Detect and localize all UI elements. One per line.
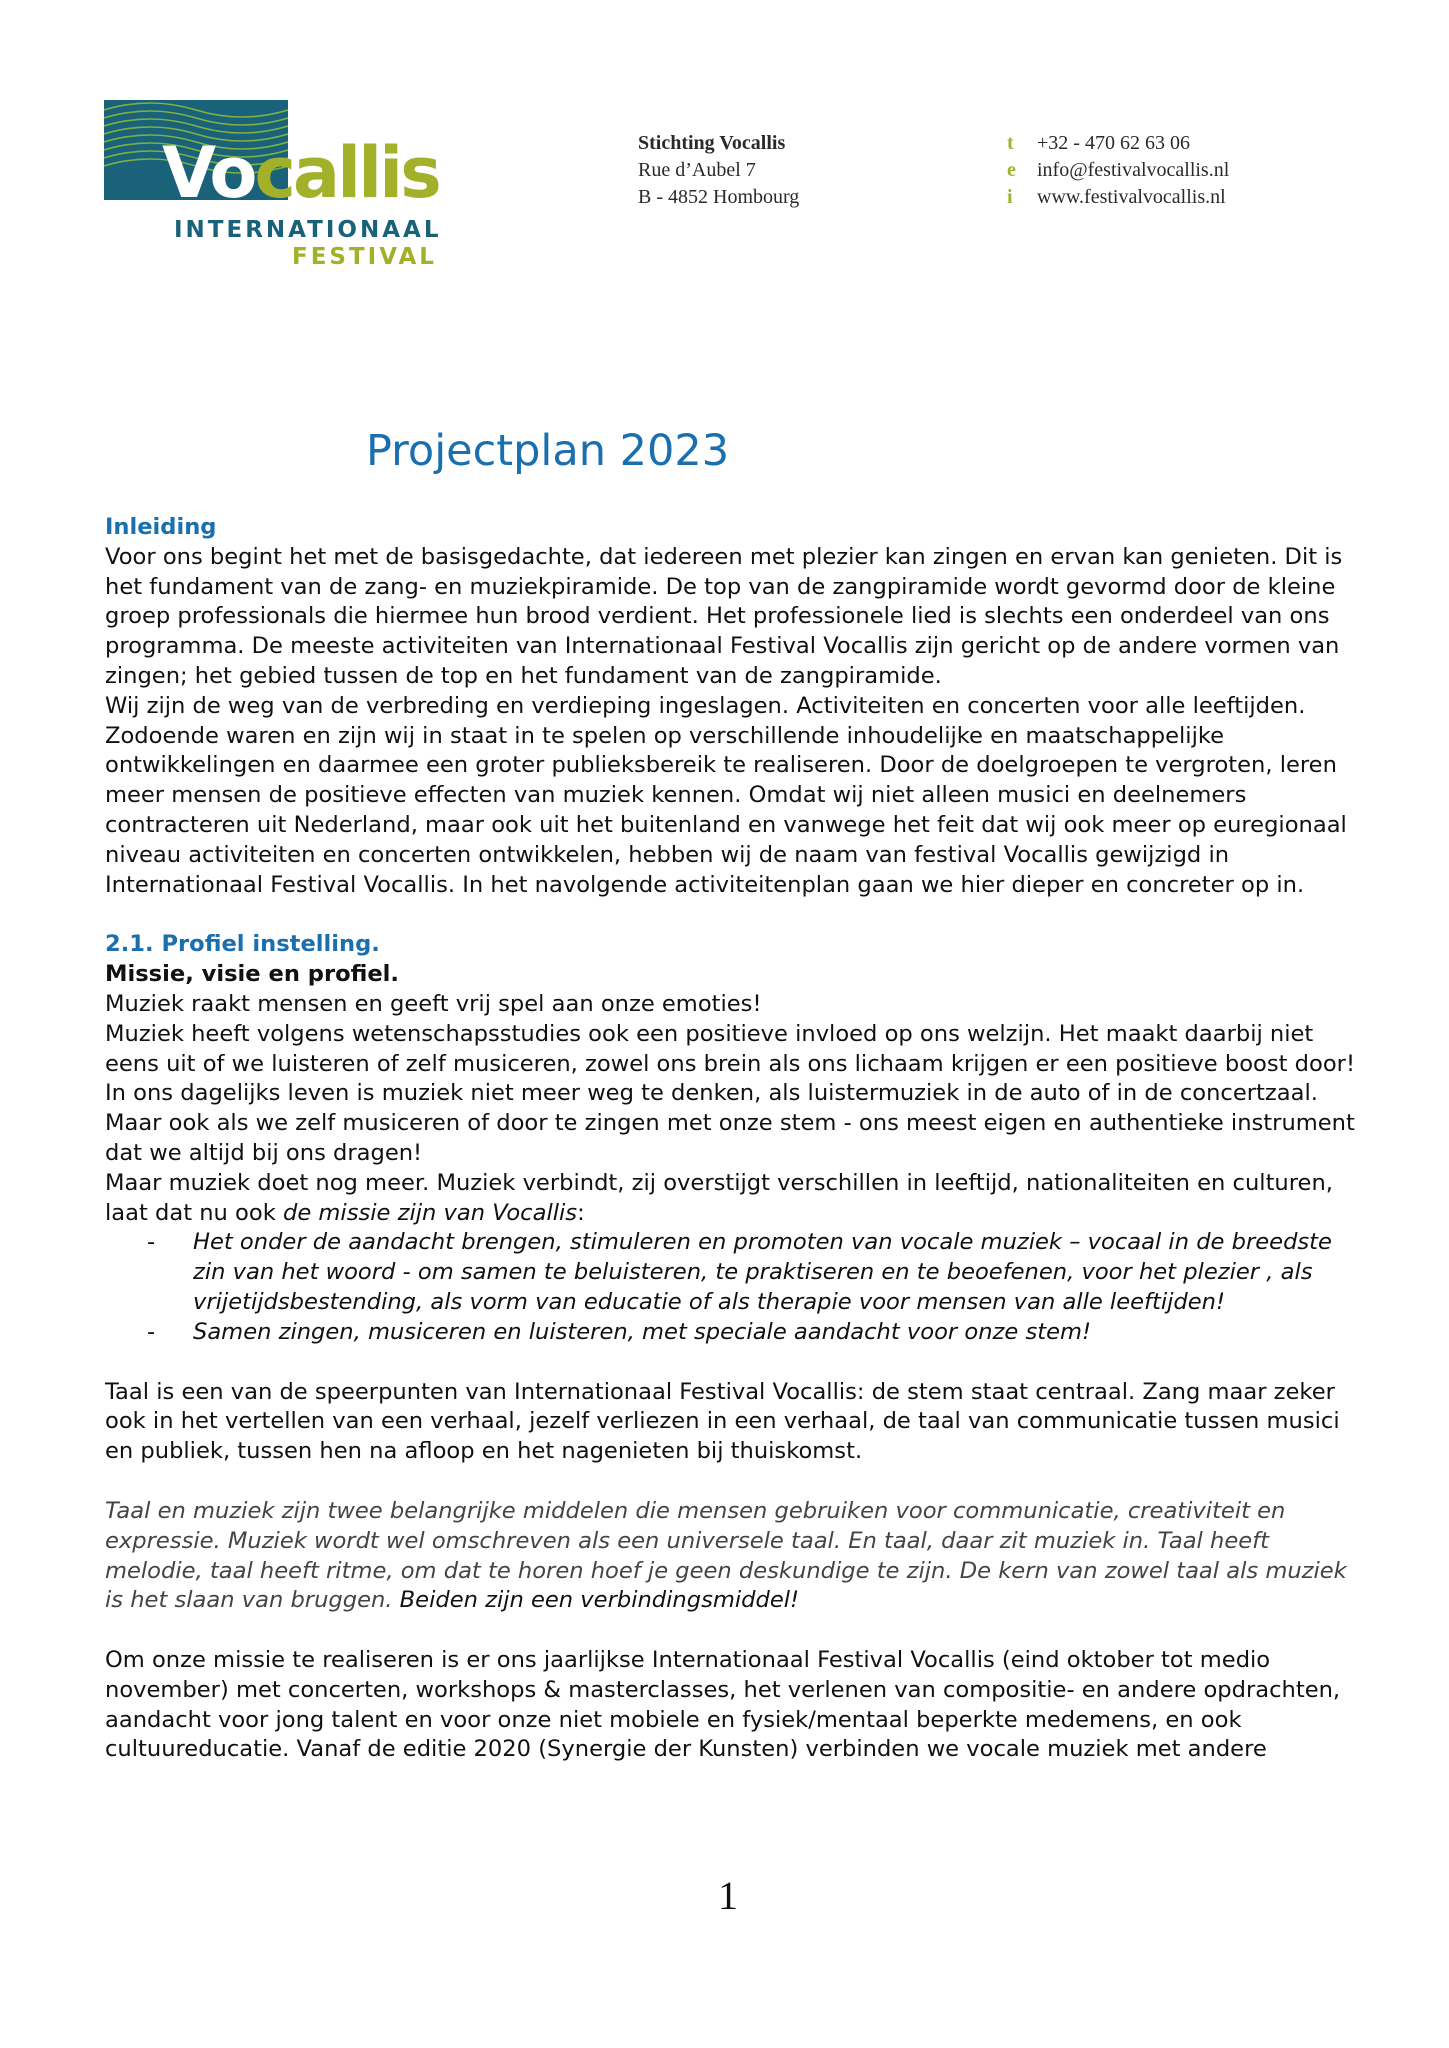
vocallis-logo	[104, 100, 454, 270]
logo-subtitle-internationaal: INTERNATIONAAL	[174, 217, 442, 243]
section-heading: 2.1. Profiel instelling.	[105, 931, 380, 958]
contact-block	[1007, 130, 1229, 211]
intro-paragraph-2: Wij zijn de weg van de verbreding en verdieping ingeslagen. Activiteiten en concerten voor alle leeftijden. Zodoende waren en zijn wij in staat in te spelen op verschillende inhoudelijke en maatschappelijke ontwikkelingen en daarmee een groter publieksbereik te realiseren. Door de doelgroepen te vergroten, leren meer mensen de positieve effecten van muziek kennen. Omdat wij niet alleen musici en deelnemers contracteren uit Nederland, maar ook uit het buitenland en vanwege het feit dat wij ook meer op euregionaal niveau activiteiten en concerten ontwikkelen, hebben wij de naam van festival Vocallis gewijzigd in Internationaal Festival Vocallis. In het navolgende activiteitenplan gaan we hier dieper en concreter op in.	[105, 692, 1347, 898]
section-paragraph-3: Maar muziek doet nog meer. Muziek verbindt, zij overstijgt verschillen in leeftijd, nationaliteiten en culturen, laat dat nu ook de missie zijn van Vocallis:	[105, 1169, 1333, 1226]
logo-wordmark: Vocallis	[162, 132, 439, 214]
section-paragraph-2: Muziek heeft volgens wetenschapsstudies ook een positieve invloed op ons welzijn. Het maakt daarbij niet eens uit of we luisteren of zelf musiceren, zowel ons brein als ons lichaam krijgen er een positieve boost door! In ons dagelijks leven is muziek niet meer weg te denken, als luistermuziek in de auto of in de concertzaal. Maar ook als we zelf musiceren of door te zingen met onze stem - ons meest eigen en authentieke instrument dat we altijd bij ons dragen!	[105, 1020, 1356, 1166]
contact-website[interactable]: i www.festivalvocallis.nl	[1007, 186, 1226, 208]
address-organisation: Stichting Vocallis	[638, 132, 786, 154]
contact-email[interactable]: e info@festivalvocallis.nl	[1007, 159, 1230, 181]
section-paragraph-1: Muziek raakt mensen en geeft vrij spel aan onze emoties!	[105, 990, 762, 1017]
logo-subtitle-festival: FESTIVAL	[292, 244, 437, 270]
section-subheading: Missie, visie en profiel.	[105, 961, 400, 988]
quote-paragraph: Taal en muziek zijn twee belangrijke middelen die mensen gebruiken voor communicatie, creativiteit en expressie. Muziek wordt wel omschreven als een universele taal. En taal, daar zit muziek in. Taal heeft melodie, taal heeft ritme, om dat te horen hoef je geen deskundige te zijn. De kern van zowel taal als muziek is het slaan van bruggen. Beiden zijn een verbindingsmiddel!	[105, 1497, 1347, 1614]
contact-phone: t +32 - 470 62 63 06	[1007, 132, 1190, 154]
document-title: Projectplan 2023	[366, 426, 730, 476]
mission-list	[105, 1228, 1355, 1347]
address-city: B - 4852 Hombourg	[638, 186, 800, 208]
document-body	[105, 513, 1355, 1765]
intro-paragraph-1: Voor ons begint het met de basisgedachte, dat iedereen met plezier kan zingen en ervan kan genieten. Dit is het fundament van de zang- en muziekpiramide. De top van de zangpiramide wordt gevormd door de kleine groep professionals die hiermee hun brood verdient. Het professionele lied is slechts een onderdeel van ons programma. De meeste activiteiten van Internationaal Festival Vocallis zijn gericht op de andere vormen van zingen; het gebied tussen de top en het fundament van de zangpiramide.	[105, 543, 1343, 689]
section-paragraph-4: Taal is een van de speerpunten van Internationaal Festival Vocallis: de stem staat centraal. Zang maar zeker ook in het vertellen van een verhaal, jezelf verliezen in een verhaal, de taal van communicatie tussen musici en publiek, tussen hen na afloop en het nagenieten bij thuiskomst.	[105, 1378, 1340, 1465]
intro-heading: Inleiding	[105, 514, 217, 540]
list-item: - Het onder de aandacht brengen, stimuleren en promoten van vocale muziek – vocaal in de breedste zin van het woord - om samen te beluisteren, te praktiseren en te beoefenen, voor het plezier , als vrijetijdsbestending, als vorm van educatie of als therapie voor mensen van alle leeftijden!	[105, 1228, 1355, 1317]
address-street: Rue d’Aubel 7	[638, 159, 756, 181]
section-paragraph-5: Om onze missie te realiseren is er ons jaarlijkse Internationaal Festival Vocallis (eind oktober tot medio november) met concerten, workshops & masterclasses, het verlenen van compositie- en andere opdrachten, aandacht voor jong talent en voor onze niet mobiele en fysiek/mentaal beperkte medemens, en ook cultuureducatie. Vanaf de editie 2020 (Synergie der Kunsten) verbinden we vocale muziek met andere	[105, 1647, 1341, 1763]
address-block	[638, 130, 799, 211]
page-number: 1	[718, 1873, 738, 1918]
list-item: - Samen zingen, musiceren en luisteren, met speciale aandacht voor onze stem!	[105, 1318, 1355, 1348]
